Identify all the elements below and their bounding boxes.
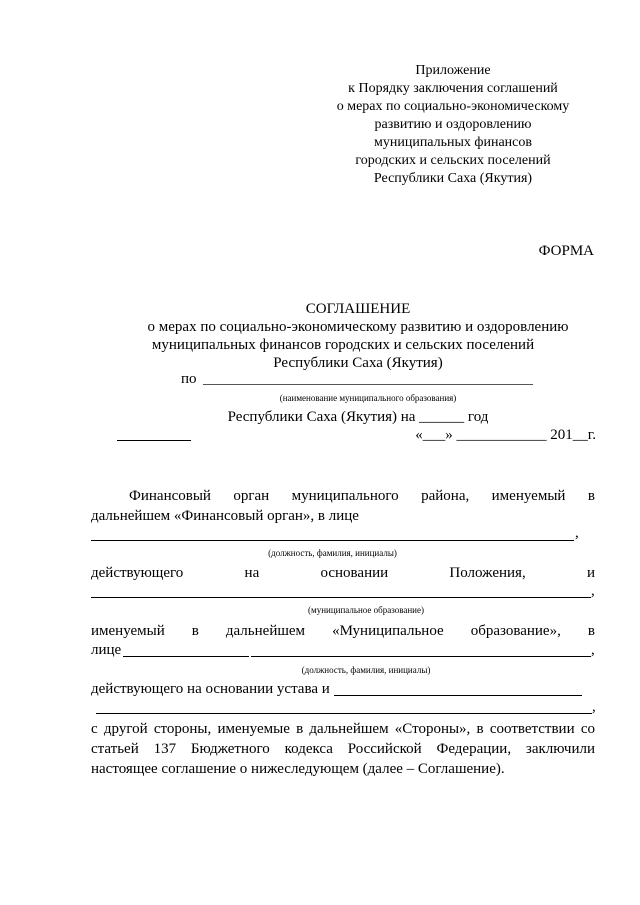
municipality-field[interactable] bbox=[91, 597, 591, 598]
municipality-caption: (наименование муниципального образования) bbox=[279, 393, 457, 403]
date-field: «___» ____________ 201__г. bbox=[415, 427, 596, 443]
republic-year-line: Республики Саха (Якутия) на ______ год bbox=[227, 409, 489, 425]
paragraph-3-line-1: именуемый в дальнейшем «Муниципальное образование», в bbox=[91, 623, 595, 639]
comma: , bbox=[575, 525, 579, 541]
appendix-line: муниципальных финансов bbox=[373, 135, 532, 150]
appendix-line: к Порядку заключения соглашений bbox=[348, 81, 558, 96]
municipality-official-field-a[interactable] bbox=[123, 656, 249, 657]
appendix-line: городских и сельских поселений bbox=[355, 153, 551, 168]
comma: , bbox=[592, 699, 596, 715]
paragraph-4-line-1: действующего на основании устава и bbox=[91, 681, 330, 697]
appendix-line: о мерах по социально-экономическому bbox=[336, 99, 570, 114]
appendix-line: Республики Саха (Якутия) bbox=[373, 171, 533, 186]
paragraph-5: с другой стороны, именуемые в дальнейшем «Стороны», в соответствии со статьей 137 Бюджетного кодекса Российской Федерации, заключили настоящее соглашение о нижеследующем (далее – Соглашение). bbox=[91, 721, 595, 777]
comma: , bbox=[591, 583, 595, 599]
financial-organ-official-field[interactable] bbox=[91, 540, 574, 541]
charter-field[interactable] bbox=[334, 695, 582, 696]
appendix-line: Приложение bbox=[415, 63, 491, 78]
agreement-title: СОГЛАШЕНИЕ bbox=[305, 301, 411, 317]
caption-municipality: (муниципальное образование) bbox=[308, 605, 424, 615]
caption-position-name: (должность, фамилия, инициалы) bbox=[268, 548, 397, 558]
paragraph-2-line-1: действующего на основании Положения, и bbox=[91, 565, 595, 581]
title-line: Республики Саха (Якутия) bbox=[273, 355, 443, 371]
title-line: муниципальных финансов городских и сельских поселений bbox=[151, 337, 535, 353]
po-label: по bbox=[181, 371, 197, 387]
municipality-name-field[interactable] bbox=[203, 384, 533, 385]
form-label: ФОРМА bbox=[538, 243, 594, 259]
municipality-official-field-b[interactable] bbox=[251, 656, 591, 657]
second-party-field[interactable] bbox=[96, 713, 592, 714]
place-field[interactable] bbox=[117, 440, 191, 441]
paragraph-1-line-2: дальнейшем «Финансовый орган», в лице bbox=[91, 508, 359, 524]
comma: , bbox=[591, 642, 595, 658]
title-line: о мерах по социально-экономическому развитию и оздоровлению bbox=[147, 319, 569, 335]
appendix-line: развитию и оздоровлению bbox=[374, 117, 532, 132]
paragraph-1-line-1: Финансовый орган муниципального района, именуемый в bbox=[129, 488, 595, 504]
lice-label: лице bbox=[91, 642, 122, 658]
caption-position-name: (должность, фамилия, инициалы) bbox=[301, 665, 431, 675]
